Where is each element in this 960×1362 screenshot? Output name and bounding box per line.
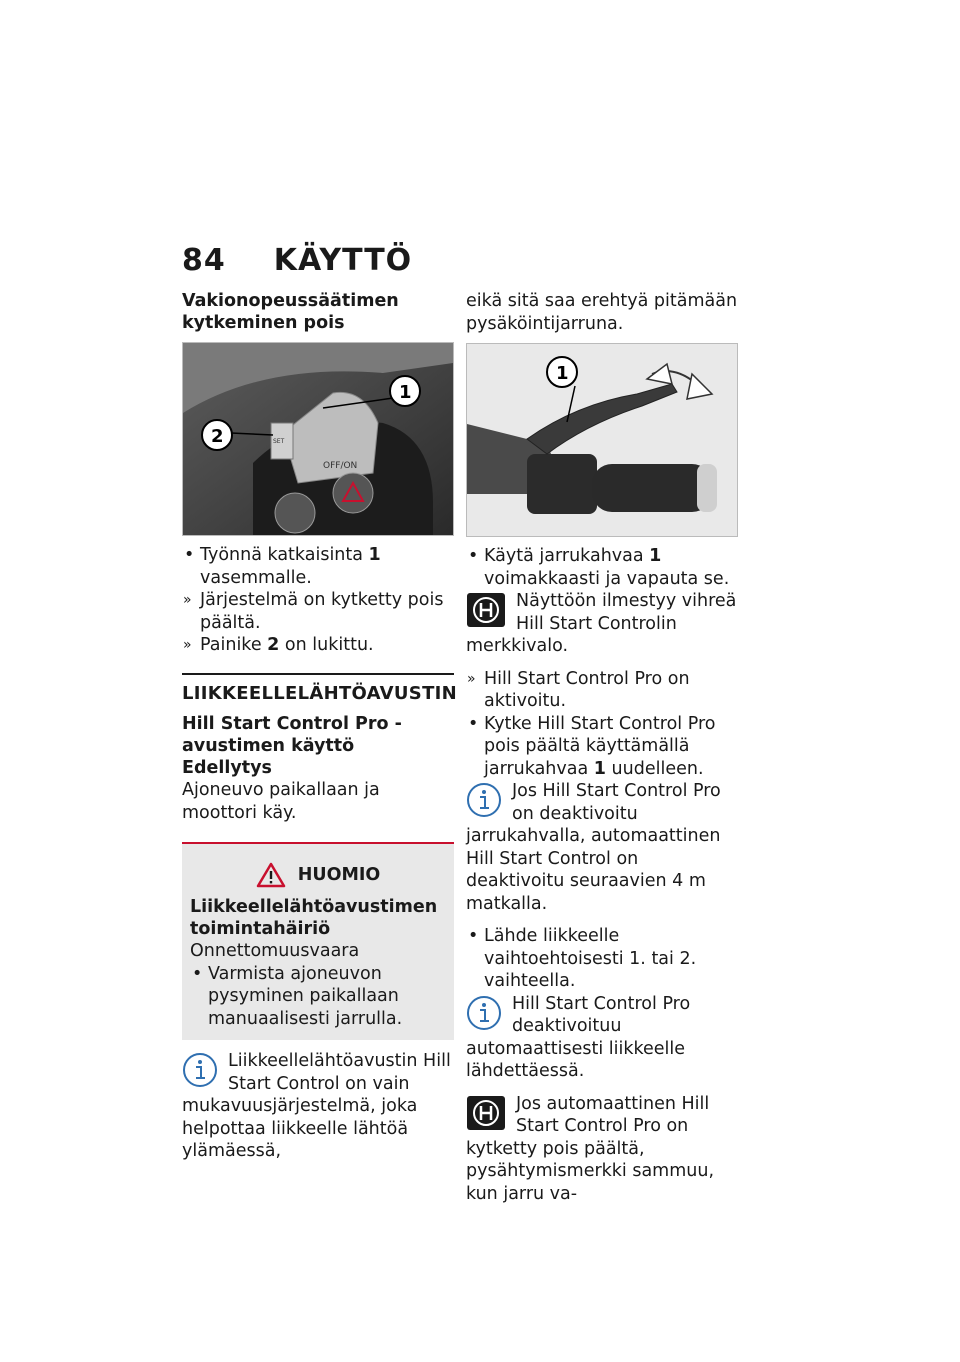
prerequisite-text: Ajoneuvo paikallaan ja moottori käy.: [182, 780, 380, 823]
hill-start-h-icon: [466, 592, 506, 628]
info-icon: [466, 995, 502, 1031]
brake-lever-illustration: [467, 344, 737, 536]
step-deactivate: • Kytke Hill Start Control Pro pois päältä käyttämällä jarrukahvaa 1 uudelleen.: [466, 713, 738, 781]
heading-prerequisite: Edellytys: [182, 758, 272, 778]
hill-start-h-icon: [466, 1095, 506, 1131]
info-icon: [466, 782, 502, 818]
section-title-hill-start: LIIKKEELLELÄHTÖAVUSTIN: [182, 673, 454, 706]
switch-label-offon: OFF/ON: [323, 461, 358, 471]
switch-label-set: SET: [273, 438, 285, 445]
display-note-text-2: Jos automaattinen Hill Start Control Pro on kytketty pois päältä, pysähtymismerkki sammuu, kun jarru va-: [466, 1093, 715, 1204]
result-system-off: » Järjestelmä on kytketty pois päältä.: [182, 589, 454, 634]
info-icon: [182, 1052, 218, 1088]
info-text-3: Hill Start Control Pro deaktivoituu automaattisesti liikkeelle lähdettäessä.: [466, 993, 691, 1081]
heading-cruise-off: Vakionopeussäätimen kytkeminen pois: [182, 291, 399, 333]
figure-brake-lever: [466, 343, 738, 537]
display-note-1: [466, 590, 738, 658]
right-column: [466, 290, 738, 1205]
warning-triangle-icon: [256, 862, 286, 888]
continuation-text: eikä sitä saa erehtyä pitämään pysäköintijarruna.: [466, 291, 738, 334]
caution-risk: Onnettomuusvaara: [190, 941, 360, 961]
display-note-2: [466, 1093, 738, 1206]
result-activated: » Hill Start Control Pro on aktivoitu.: [466, 668, 738, 713]
callout-1: 1: [399, 382, 412, 403]
caution-box: [182, 842, 454, 1040]
left-column: [182, 290, 458, 1163]
step-push-switch: • Työnnä katkaisinta 1 vasemmalle.: [182, 544, 454, 589]
page-number: 84: [182, 243, 226, 278]
cruise-switch-illustration: [183, 343, 453, 535]
page-header: [182, 243, 412, 278]
callout-brake-1: 1: [556, 363, 569, 384]
callout-2: 2: [211, 426, 224, 447]
caution-title: HUOMIO: [297, 864, 381, 885]
result-button-locked: » Painike 2 on lukittu.: [182, 634, 454, 657]
caution-bullet: • Varmista ajoneuvon pysyminen paikallaan manuaalisesti jarrulla.: [190, 963, 446, 1031]
chapter-title: KÄYTTÖ: [273, 243, 413, 278]
step-apply-brake: • Käytä jarrukahvaa 1 voimakkaasti ja vapauta se.: [466, 545, 738, 590]
caution-header: [190, 862, 446, 888]
info-note-hill-start: [182, 1050, 454, 1163]
figure-cruise-control-switch: [182, 342, 454, 536]
step-drive-off: • Lähde liikkeelle vaihtoehtoisesti 1. tai 2. vaihteella.: [466, 925, 738, 993]
caution-heading: Liikkeellelähtöavustimen toimintahäiriö: [190, 897, 438, 939]
heading-hill-start-use: Hill Start Control Pro -avustimen käyttö: [182, 714, 402, 756]
info-note-3: [466, 993, 738, 1083]
info-text-1: Liikkeellelähtöavustin Hill Start Control on vain mukavuusjärjestelmä, joka helpottaa liikkeelle lähtöä ylämäessä,: [182, 1051, 451, 1161]
info-text-2: Jos Hill Start Control Pro on deaktivoitu jarrukahvalla, automaattinen Hill Start Control on deaktivoitu seuraavien 4 m matkalla.: [466, 781, 721, 914]
display-note-text-1: Näyttöön ilmestyy vihreä Hill Start Controlin merkkivalo.: [466, 591, 737, 656]
info-note-2: [466, 780, 738, 915]
